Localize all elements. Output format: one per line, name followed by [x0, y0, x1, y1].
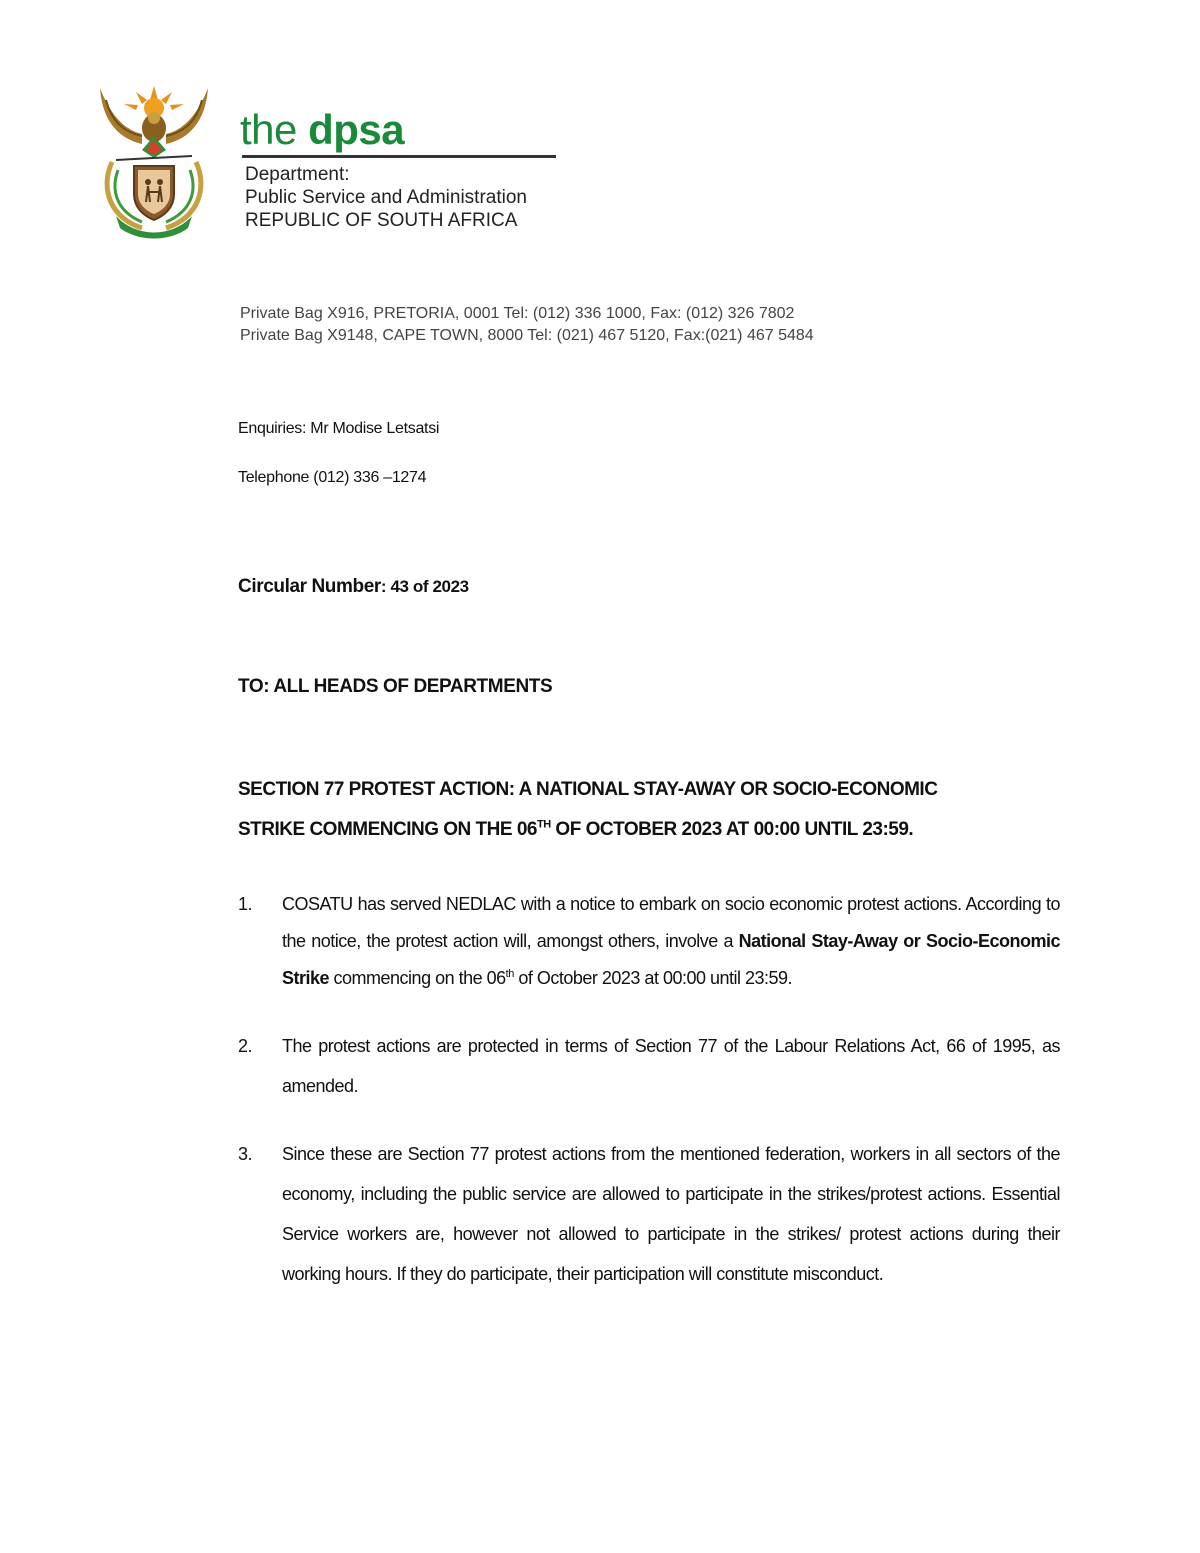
circular-label: Circular Number — [238, 576, 381, 597]
brand-logotype — [240, 104, 404, 156]
item-text-bold: National Stay-Away or Socio-Economic Strike — [282, 931, 1060, 988]
item-text-mid: commencing on the 06 — [329, 968, 506, 988]
subject-line-2 — [238, 810, 1038, 850]
subject-line-1: SECTION 77 PROTEST ACTION: A NATIONAL STAY-AWAY OR SOCIO-ECONOMIC — [238, 779, 938, 800]
item-text: The protest actions are protected in terms of Section 77 of the Labour Relations Act, 66 of 1995, as amended. — [282, 1036, 1060, 1096]
coat-of-arms-emblem — [92, 78, 216, 242]
address-block — [240, 303, 814, 347]
subject-line-2-pre: STRIKE COMMENCING ON THE 06 — [238, 819, 537, 840]
list-item — [238, 1134, 1060, 1294]
addressee: TO: ALL HEADS OF DEPARTMENTS — [238, 676, 553, 697]
item-number: 1. — [238, 894, 253, 914]
enquiries: Enquiries: Mr Modise Letsatsi — [238, 420, 440, 437]
brand-dpsa: dpsa — [308, 106, 405, 153]
dept-line-3: REPUBLIC OF SOUTH AFRICA — [245, 210, 518, 231]
department-name — [245, 163, 527, 232]
dept-line-1: Department: — [245, 164, 350, 185]
brand-the: the — [240, 106, 297, 153]
circular-value: : 43 of 2023 — [380, 577, 469, 596]
list-item — [238, 886, 1060, 997]
brand-divider — [242, 155, 556, 158]
item-text-sup: th — [505, 968, 514, 980]
address-cape-town: Private Bag X9148, CAPE TOWN, 8000 Tel: (021) 467 5120, Fax:(021) 467 5484 — [240, 327, 814, 344]
subject-line-2-post: OF OCTOBER 2023 AT 00:00 UNTIL 23:59. — [550, 819, 914, 840]
circular-number — [238, 574, 469, 600]
item-number: 2. — [238, 1036, 253, 1056]
list-item — [238, 1026, 1060, 1106]
dept-line-2: Public Service and Administration — [245, 187, 527, 208]
item-text: Since these are Section 77 protest actions from the mentioned federation, workers in all sectors of the economy, including the public service are allowed to participate in the strikes/protest actions. Essential Service workers are, however not allowed to participate in the strikes/ protest actions during their working hours. If they do participate, their participation will constitute misconduct. — [282, 1144, 1060, 1284]
address-pretoria: Private Bag X916, PRETORIA, 0001 Tel: (012) 336 1000, Fax: (012) 326 7802 — [240, 305, 795, 322]
item-number: 3. — [238, 1144, 253, 1164]
item-text-pre: COSATU has served NEDLAC with a notice to embark on socio economic protest actions. According to the notice, the protest action will, amongst others, involve a — [282, 894, 1060, 951]
subject-line-2-sup: TH — [536, 818, 551, 831]
subject-heading — [238, 770, 1038, 850]
item-text — [282, 886, 1060, 997]
item-text-post: of October 2023 at 00:00 until 23:59. — [513, 968, 793, 988]
telephone: Telephone (012) 336 –1274 — [238, 469, 427, 486]
